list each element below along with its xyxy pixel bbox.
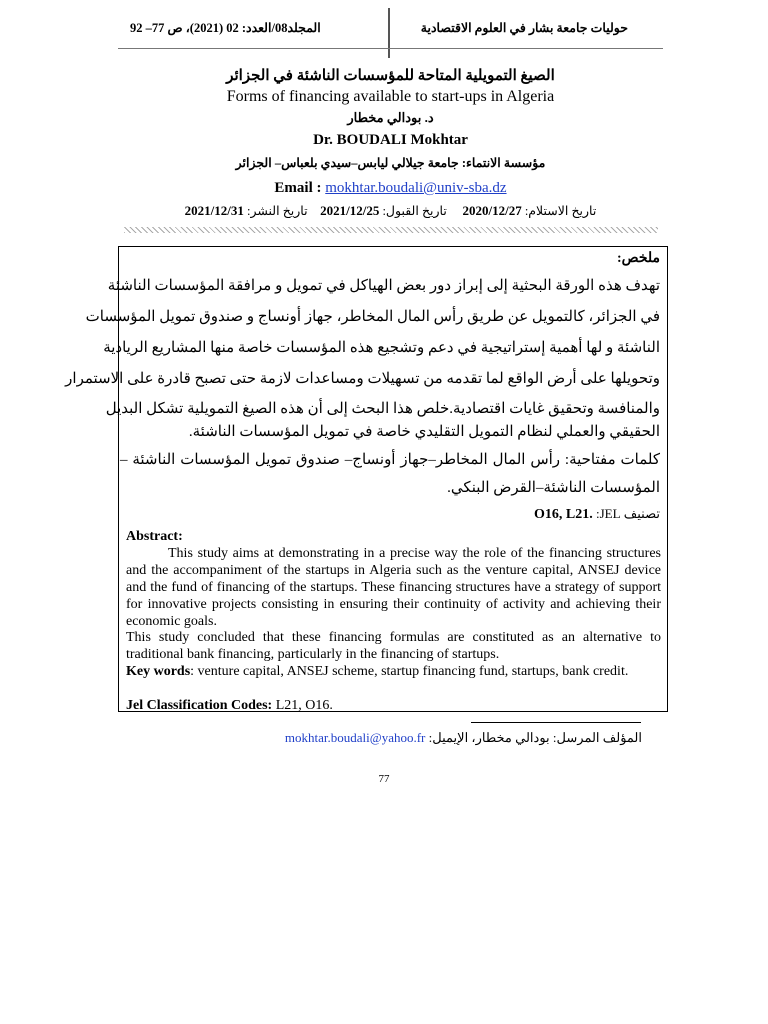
- abstract-ar-line: الناشئة و لها أهمية إستراتيجية في دعم وتشجيع هذه المؤسسات خاصة منها المشاريع الريادية: [103, 340, 660, 356]
- email-link[interactable]: mokhtar.boudali@univ-sba.dz: [325, 180, 507, 196]
- abstract-en-paragraph: This study aims at demonstrating in a precise way the role of the financing structures and the accompaniment of the startups in Algeria such as the venture capital, ANSEJ device and the fund of financing of the startups. These financing structures have a strategy of support for innovative projects consisting in ensuring their continuity of activity and achieving their economic goals.: [126, 546, 661, 629]
- keywords-en-text: : venture capital, ANSEJ scheme, startup financing fund, startups, bank credit.: [190, 664, 629, 679]
- keywords-en-label: Key words: [126, 664, 191, 679]
- page-number: 77: [378, 773, 390, 785]
- abstract-ar-line: والمنافسة وتحقيق غايات اقتصادية.خلص هذا البحث إلى أن هذه الصيغ التمويلية تشكل البديل: [105, 401, 660, 417]
- footnote-rule: [471, 722, 641, 723]
- abstract-ar-line: وتحويلها على أرض الواقع لما تقدمه من تسهيلات ومساعدات لازمة حتى تصبح قادرة على الاستمرار: [65, 371, 660, 387]
- abstract-ar-line: الحقيقي والعملي لنظام التمويل التقليدي خاصة في تمويل المؤسسات الناشئة.: [188, 424, 660, 440]
- keywords-en: [126, 663, 661, 680]
- affiliation: مؤسسة الانتماء: جامعة جيلالي ليابس–سيدي بلعباس– الجزائر: [235, 156, 546, 170]
- abstract-ar-line: في الجزائر، كالتمويل عن طريق رأس المال المخاطر، جهاز أونساج و صندوق تمويل المؤسسات: [85, 309, 660, 325]
- footnote-label: المؤلف المرسل: بودالي مخطار، الإيميل:: [428, 730, 642, 745]
- email-label: Email :: [274, 180, 322, 196]
- received-label: تاريخ الاستلام:: [524, 204, 597, 218]
- keywords-ar-line: المؤسسات الناشئة–القرض البنكي.: [447, 480, 660, 496]
- title-arabic: الصيغ التمويلية المتاحة للمؤسسات الناشئة في الجزائر: [226, 68, 555, 84]
- published-date: 2021/12/31: [184, 203, 244, 218]
- jel-ar-label: تصنيف JEL:: [595, 506, 660, 521]
- jel-en: [126, 697, 661, 714]
- article-dates: [118, 203, 663, 219]
- abstract-en-heading: Abstract:: [126, 529, 183, 544]
- jel-en-codes: L21, O16.: [272, 698, 333, 713]
- journal-name: حوليات جامعة بشار في العلوم الاقتصادية: [420, 21, 628, 35]
- received-date: 2020/12/27: [462, 203, 522, 218]
- author-arabic: د. بودالي مخطار: [347, 110, 434, 125]
- header-rule: [118, 48, 663, 49]
- published-label: تاريخ النشر:: [247, 204, 308, 218]
- volume-info: المجلد08/العدد: 02 (2021)، ص 77– 92: [130, 21, 321, 35]
- jel-en-label: Jel Classification Codes:: [126, 698, 273, 713]
- abstract-en-conclusion: This study concluded that these financing formulas are constituted as an alternative to traditional bank financing, particularly in the financing of startups.: [126, 630, 661, 662]
- accepted-label: تاريخ القبول:: [382, 204, 447, 218]
- author-english: Dr. BOUDALI Mokhtar: [313, 132, 468, 148]
- keywords-ar-line: كلمات مفتاحية: رأس المال المخاطر–جهاز أونساج– صندوق تمويل المؤسسات الناشئة –: [120, 452, 660, 468]
- header-separator: [388, 8, 390, 58]
- footnote-email[interactable]: mokhtar.boudali@yahoo.fr: [284, 730, 426, 745]
- abstract-ar-line: تهدف هذه الورقة البحثية إلى إبراز دور بعض الهياكل في تمويل و مرافقة المؤسسات الناشئة: [107, 278, 660, 294]
- accepted-date: 2021/12/25: [320, 203, 380, 218]
- corresponding-author-footnote: [285, 730, 642, 746]
- author-email: [118, 180, 663, 197]
- decorative-divider: [124, 227, 658, 233]
- abstract-ar-heading: ملخص:: [617, 251, 660, 266]
- jel-ar-codes: O16, L21.: [533, 507, 593, 522]
- jel-ar: [534, 506, 660, 523]
- title-english: Forms of financing available to start-ups in Algeria: [226, 88, 555, 105]
